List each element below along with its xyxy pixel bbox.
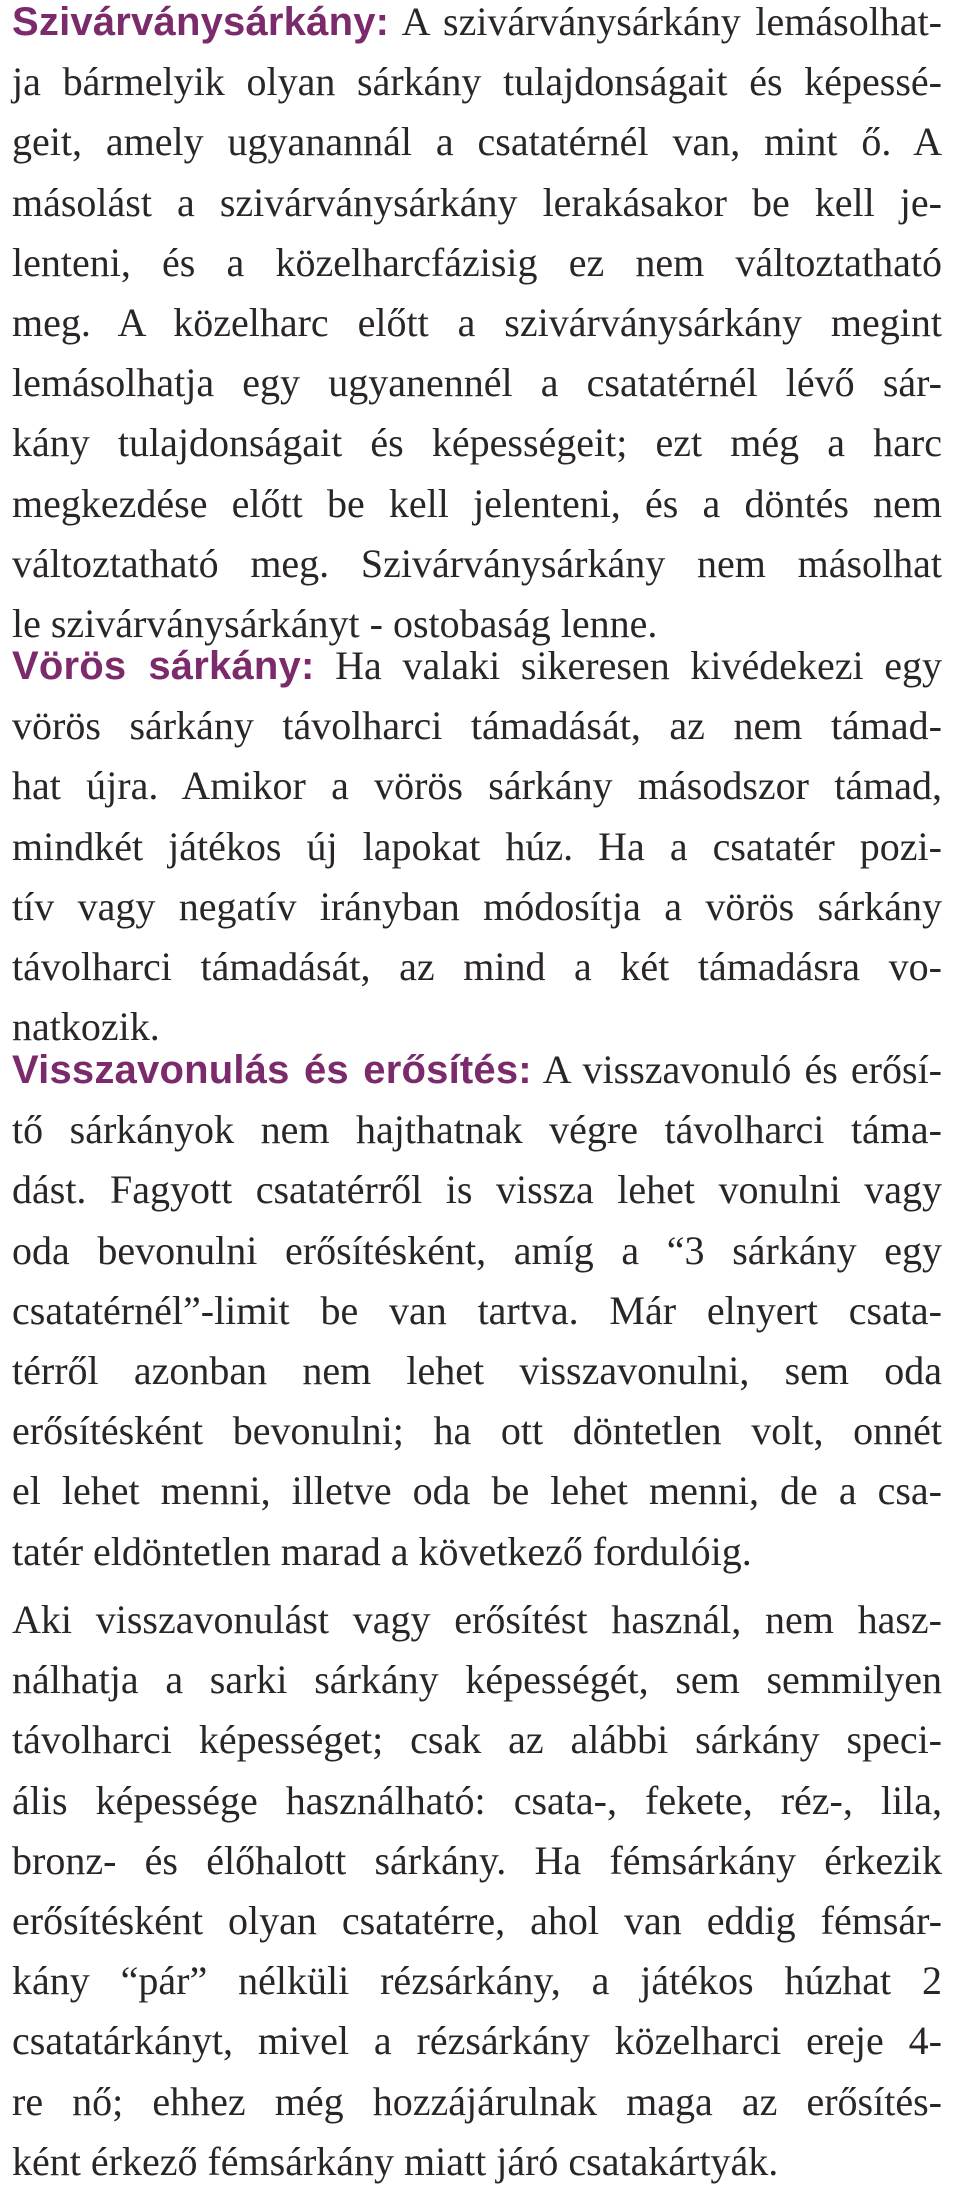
line-text: A visszavonuló és erősí- [531, 1047, 943, 1092]
term-heading: Visszavonulás és erősítés: [12, 1048, 532, 1092]
text-line: hat újra. Amikor a vörös sárkány másodszor támad, [12, 763, 942, 809]
line-text: A szivárványsárkány lemásolhat- [389, 0, 942, 44]
line-text: Ha valaki sikeresen kivédekezi egy [314, 643, 943, 688]
text-line: távolharci támadását, az mind a két támadásra vo- [12, 944, 942, 990]
text-line: erősítésként bevonulni; ha ott döntetlen volt, onnét [12, 1408, 942, 1454]
term-heading: Szivárványsárkány: [12, 0, 390, 44]
text-line: csatatérnél”-limit be van tartva. Már elnyert csata- [12, 1287, 942, 1333]
text-line: változtatható meg. Szivárványsárkány nem másolhat [12, 540, 942, 586]
text-line: ális képessége használható: csata-, fekete, réz-, lila, [12, 1777, 942, 1823]
text-line: el lehet menni, illetve oda be lehet menni, de a csa- [12, 1468, 942, 1514]
text-line: megkezdése előtt be kell jelenteni, és a döntés nem [12, 480, 942, 526]
text-line: meg. A közelharc előtt a szivárványsárkány megint [12, 300, 942, 346]
text-line: le szivárványsárkányt - ostobaság lenne. [12, 601, 658, 647]
text-line: oda bevonulni erősítésként, amíg a “3 sárkány egy [12, 1227, 942, 1273]
text-line [12, 0, 942, 52]
text-line: nálhatja a sarki sárkány képességét, sem semmilyen [12, 1657, 942, 1703]
text-line: tatér eldöntetlen marad a következő fordulóig. [12, 1528, 752, 1574]
text-line: geit, amely ugyanannál a csatatérnél van, mint ő. A [12, 119, 942, 165]
text-line: lenteni, és a közelharcfázisig ez nem változtatható [12, 239, 942, 285]
text-line: ja bármelyik olyan sárkány tulajdonságait és képessé- [12, 59, 942, 105]
text-line: mindkét játékos új lapokat húz. Ha a csatatér pozi- [12, 823, 942, 869]
text-line: Aki visszavonulást vagy erősítést használ, nem hasz- [12, 1597, 942, 1642]
text-line: vörös sárkány távolharci támadását, az nem támad- [12, 703, 942, 749]
paragraph-red-dragon [12, 636, 942, 1057]
text-line: kány “pár” nélküli rézsárkány, a játékos húzhat 2 [12, 1958, 942, 2004]
text-line: kány tulajdonságait és képességeit; ezt még a harc [12, 420, 942, 466]
text-line: csatatárkányt, mivel a rézsárkány közelharci ereje 4- [12, 2018, 942, 2064]
term-heading: Vörös sárkány: [12, 644, 315, 688]
text-line: térről azonban nem lehet visszavonulni, sem oda [12, 1348, 942, 1394]
text-line: tív vagy negatív irányban módosítja a vörös sárkány [12, 883, 942, 929]
paragraph-retreat-reinforce [12, 1040, 942, 1582]
paragraph-rainbow-dragon [12, 0, 942, 654]
text-line: dást. Fagyott csatatérről is vissza lehet vonulni vagy [12, 1167, 942, 1213]
text-line: tő sárkányok nem hajthatnak végre távolharci táma- [12, 1107, 942, 1153]
text-line: ként érkező fémsárkány miatt járó csatakártyák. [12, 2138, 779, 2184]
paragraph-restrictions [12, 1590, 942, 2192]
text-line: re nő; ehhez még hozzájárulnak maga az erősítés- [12, 2078, 942, 2124]
text-line: natkozik. [12, 1004, 160, 1050]
text-line: erősítésként olyan csatatérre, ahol van eddig fémsár- [12, 1898, 942, 1944]
text-line: másolást a szivárványsárkány lerakásakor be kell je- [12, 179, 942, 225]
text-line [12, 1040, 942, 1100]
text-line: távolharci képességet; csak az alábbi sárkány speci- [12, 1717, 942, 1763]
text-line: lemásolhatja egy ugyanennél a csatatérnél lévő sár- [12, 360, 942, 406]
text-line: bronz- és élőhalott sárkány. Ha fémsárkány érkezik [12, 1837, 942, 1883]
text-line [12, 636, 942, 696]
